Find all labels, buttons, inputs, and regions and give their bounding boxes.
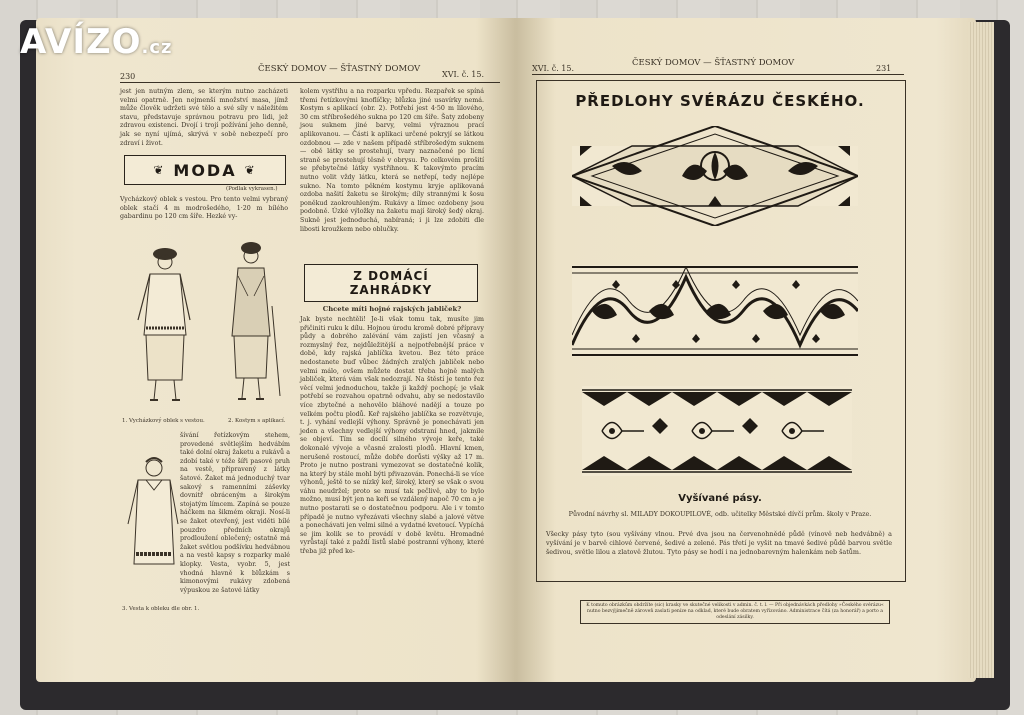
moda-banner (124, 155, 286, 185)
plate-title: PŘEDLOHY SVÉRÁZU ČESKÉHO. (575, 92, 865, 110)
col2-top-text: kolem vystřihu a na rozparku vpředu. Rezpařek se spíná třemi řetízkovými knoflíčky; blůzka jiné usavírky nemá. Kostym s aplikací (obr. 2). Potřebí jest 4·50 m lilového, 30 cm stříbrošedého sukna po 120 cm šíře. Šaty zdobeny jsou suknem jiné barvy, velmi výraznou prací aplikovanou. — Části k aplikaci určené pokryjí se látkou ozdobnou — zde v našem případě stříbrošedým suknem — obě látky se prostehují, tvary naznačené po lícní straně se prostehují těsně v obrysu. Po celkovém prošití se přebytečné látky vystřihnou. K takovýmto pracím nutno volit vždy látku, která se netřepí, tedy nejlépe sukno. Na tomto pěkném kostymu kryje aplikovaná ozdoba našití žaketu se širokým; díly strannými k šosu poněkud zaokrouhleným. Rukávy a límec ozdobeny jsou podobně. Úzké výložky na žaketu mají široký šedý okraj. Sukně jest jednoduchá, nabíraná; i ji lze zdobiti dle libosti kroužkem nebo oblučky. (300, 88, 484, 233)
watermark-tld: .cz (141, 37, 173, 58)
plate-subtitle: Vyšívané pásy. (678, 493, 762, 504)
col2-bottom-text: Jak byste nechtěli! Je-li však tomu tak, musíte jim přičiniti ruku k dílu. Hojnou úrodu kromě dobré přípravy půdy a dobrého zalévání vám zajistí jen včasný a rozmyslný řez, nejdůležitější a nejpotřebnější práce v době, kdy rajská jablíčka kvetou. Bez této práce nedostanete buď vůbec žádných zralých jabliček nebo velmi málo, ovšem můžete dostat třeba hojně malých jabliček, která vám však nedozrají. Na štěstí je tento řez věcí velmi jednoduchou, takže ji každý pochopí; je však potřebí se rozvahou opatrně odvahu, aby se nedostavilo více zbytečné a nehovělo bláhové nadějí a touze po velkém počtu plodů. Keř rajského jablíčka se rozvětvuje, t. j. vyhání vedlejší výhony. Správně je ponechávati jen jeden a všechny vedlejší výhony odstraní hned, jakmile se objeví. Tím se docílí silného vývoje keře, také dokonalé vývoje a včasné zralosti plodů. Hlavní kmen, nerušeně rostoucí, může dobře dorůsti výšky až 17 m. Proto je nutno postrani vymezovat se dostatečné kolik, na který by stále mohl býti přivazován. Ponechá-li se více výhonů, ještě to se nízký keř, široký, který se však o svou váhu neudržel; proto se musí tak pečlivě, aby to bylo možno, musí být jen na keři se vzdálený napoč 70 cm a je nutno postarati se o dostatečnou podporu. Ale i v tomto případě je nutno vyřezávati všechny slabé a jalové větve a ponechávati jen velmi silné a vydatné kvetoucí. Vypíchá se jim kolik se to provádí v době květu. Hromadné vyrůstají také z paždí listů slabé postranní výhony, které třeba již před ke- (300, 316, 484, 556)
col1-middle-text: šívání řetízkovým stehem, provedené světlejším hedvábím také dolní okraj žaketu a rukávů a zdobí také v téže šíři pasové pruh na vestě, připravený z látky šatové. Žaket má jednoduchý tvar sakový s ramenními záševky dovnitř obráceným a širokým stojatým límcem. Zapíná se pouze háčkem na šikmém okraji. Nosí-li se žaket otevřený, jest viděti bílé pouzdro předních okrajů prodloužení oblečený; ostatně má žaket světlou podšívku hedvábnou a na vestě kapsy s rozparky malé klopky. Vesta, vyobr. 5, jest vhodná hlavně k blůzkám s kimonovými rukávy zdobená výpuskou ze šatové látky (180, 432, 290, 594)
right-header-rule (532, 74, 904, 75)
garden-banner-line-1: Z DOMÁCÍ (353, 269, 429, 283)
left-issue: XVI. č. 15. (442, 70, 485, 79)
designer-credit: Původní návrhy sl. MILADY DOKOUPILOVÉ, odb. učitelky Městské dívčí prům. školy v Praze. (568, 510, 872, 518)
caption-fig-1: 1. Vycházkový oblek s vestou. (122, 418, 205, 424)
plate-description: Všecky pásy tyto (sou vyšívány vlnou. Prvé dva jsou na červenohnědé půdě (vínově neb hedvábně) a vyšívání je v barvě cihlové červené, šedivé a zelené. Pás třetí je vyšit na tmavé šedivé půdě barvou světle šedivou, světle lilou a zlatově žlutou. Tyto pásy se hodí i na jednobarevným halenkám neb šatům. (546, 530, 892, 556)
col1-intro-text: jest jen nutným zlem, se kterým nutno zacházeti velmi opatrně. Jen nejmenší množství masa, jímž může člověk udržeti své tělo a své síly v náležitém stavu, představuje správnou potravu pro lidi, jež zdravou existenci. Dvojí i trojí požívání jeho denně, jak se nyní ujímá, skrývá v sobě nebezpečí pro zdraví i život. (120, 88, 288, 147)
embroidery-pattern-1 (572, 126, 858, 226)
embroidery-pattern-2 (572, 265, 858, 357)
order-note: K tomuto obrázkům obdržíte (sic) krasky ve skutečné velikosti v admin. č. t. l. — Při objednávkách předlohy »Českého svérázu« nutno bezvýjimečně zároveň zaslati peníze na odklad, které bude obratem vyřízováno. Administrace čítá (za honorář) a porto a odeslání zásilky. (580, 600, 890, 624)
right-page-number: 231 (876, 64, 892, 73)
col1-moda-text: Vycházkový oblek s vestou. Pro tento velmi vybraný oblek stačí 4 m modrošedého, 1·20 m bílého gabardinu po 120 cm šíře. Hezké vy- (120, 196, 288, 221)
watermark-logo (20, 22, 173, 62)
flourish-icon: ❦ (153, 163, 166, 177)
embroidery-pattern-3 (582, 386, 852, 476)
caption-fig-3: 3. Vesta k obleku dle obr. 1. (122, 606, 200, 612)
fashion-figure-3 (124, 454, 182, 604)
right-running-head: ČESKÝ DOMOV — ŠŤASTNÝ DOMOV (632, 58, 795, 68)
fashion-figure-2 (218, 236, 288, 408)
moda-title: MODA (173, 160, 237, 180)
garden-heading: Chcete míti hojné rajských jabliček? (322, 305, 462, 313)
fashion-figure-1 (128, 240, 198, 408)
right-issue: XVI. č. 15. (532, 64, 575, 73)
left-page-number: 230 (120, 72, 136, 81)
garden-banner (304, 264, 478, 302)
left-header-rule (120, 82, 500, 83)
left-running-head: ČESKÝ DOMOV — ŠŤASTNÝ DOMOV (258, 64, 421, 74)
page-edges (968, 22, 994, 678)
watermark-brand: AVÍZO (20, 22, 142, 62)
garden-banner-line-2: ZAHRÁDKY (349, 283, 433, 297)
moda-credit: (Podlak vykrasen.) (226, 186, 278, 192)
flourish-icon: ❦ (244, 163, 257, 177)
caption-fig-2: 2. Kostym s aplikací. (228, 418, 286, 424)
